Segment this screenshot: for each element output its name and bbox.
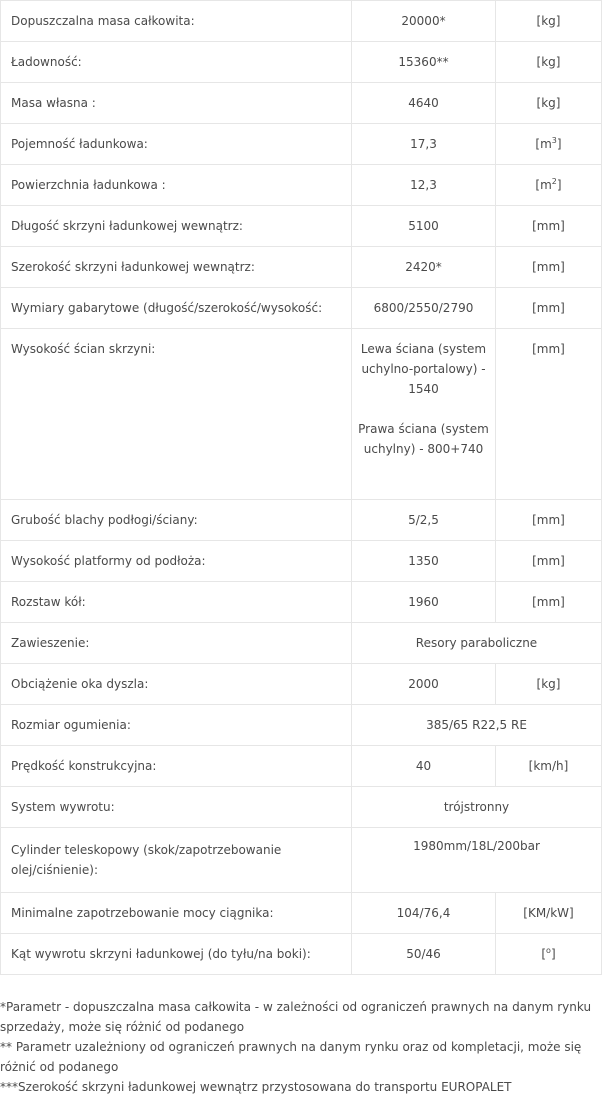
left-wall-value: Lewa ściana (system uchylno-portalowy) - 1540 [360,342,487,396]
spec-label: Długość skrzyni ładunkowej wewnątrz: [1,206,352,247]
spec-label: Kąt wywrotu skrzyni ładunkowej (do tyłu/na boki): [1,934,352,975]
spec-value: 385/65 R22,5 RE [352,705,602,746]
footnote: ***Szerokość skrzyni ładunkowej wewnątrz przystosowana do transportu EUROPALET [0,1080,512,1094]
spec-unit: [kg] [496,664,602,705]
table-row [1,787,602,828]
footnote: ** Parametr uzależniony od ograniczeń prawnych na danym rynku oraz od kompletacji, może się różnić od podanego [0,1040,582,1074]
spec-unit: [kg] [496,83,602,124]
right-wall-value: Prawa ściana (system uchylny) - 800+740 [358,422,489,456]
table-row [1,124,602,165]
table-row [1,893,602,934]
footnote: *Parametr - dopuszczalna masa całkowita - w zależności od ograniczeń prawnych na danym rynku sprzedaży, może się różnić od podanego [0,1000,592,1034]
spec-value: 20000* [352,1,496,42]
spec-value: 12,3 [352,165,496,206]
spec-value: 15360** [352,42,496,83]
spec-unit: [kg] [496,1,602,42]
spec-unit: [mm] [496,247,602,288]
spec-value: 2420* [352,247,496,288]
table-row [1,247,602,288]
spec-unit: [kg] [496,42,602,83]
spec-label: Obciążenie oka dyszla: [1,664,352,705]
spec-unit: $[m^3]$ [496,124,602,165]
spec-label: Masa własna : [1,83,352,124]
table-row [1,541,602,582]
table-row [1,329,602,500]
spec-unit: [mm] [496,500,602,541]
spec-label: Dopuszczalna masa całkowita: [1,1,352,42]
spec-value: 1960 [352,582,496,623]
spec-label: Pojemność ładunkowa: [1,124,352,165]
table-row [1,165,602,206]
spec-value: 5100 [352,206,496,247]
spec-value: 104/76,4 [352,893,496,934]
table-row [1,623,602,664]
spec-label: Wysokość ścian skrzyni: [1,329,352,500]
spec-label: Wysokość platformy od podłoża: [1,541,352,582]
spec-value: 4640 [352,83,496,124]
spec-unit: [KM/kW] [496,893,602,934]
spec-label: Rozmiar ogumienia: [1,705,352,746]
table-row [1,83,602,124]
spec-value: 50/46 [352,934,496,975]
table-row [1,1,602,42]
spec-value: 2000 [352,664,496,705]
table-row [1,206,602,247]
spec-unit: [mm] [496,541,602,582]
spec-unit: [mm] [496,329,602,500]
table-row [1,664,602,705]
spec-label: Szerokość skrzyni ładunkowej wewnątrz: [1,247,352,288]
spec-unit: $[m^2]$ [496,165,602,206]
spec-unit: [mm] [496,582,602,623]
table-row [1,288,602,329]
spec-value: trójstronny [352,787,602,828]
table-row [1,828,602,893]
table-row [1,500,602,541]
spec-value: 6800/2550/2790 [352,288,496,329]
table-row [1,582,602,623]
spec-value [352,329,496,500]
spec-label: Zawieszenie: [1,623,352,664]
table-row [1,42,602,83]
spec-unit: [mm] [496,288,602,329]
spec-label: Cylinder teleskopowy (skok/zapotrzebowanie olej/ciśnienie): [1,828,352,893]
spec-label: Grubość blachy podłogi/ściany: [1,500,352,541]
table-row [1,934,602,975]
spec-label: Wymiary gabarytowe (długość/szerokość/wysokość: [1,288,352,329]
spec-label: Ładowność: [1,42,352,83]
spec-value: 17,3 [352,124,496,165]
spec-value: 1350 [352,541,496,582]
spec-label: Rozstaw kół: [1,582,352,623]
spec-value: 1980mm/18L/200bar [352,828,602,893]
table-row [1,746,602,787]
spec-value: Resory paraboliczne [352,623,602,664]
spec-label: System wywrotu: [1,787,352,828]
spec-unit: [km/h] [496,746,602,787]
spec-label: Powierzchnia ładunkowa : [1,165,352,206]
spec-label: Minimalne zapotrzebowanie mocy ciągnika: [1,893,352,934]
spec-label: Prędkość konstrukcyjna: [1,746,352,787]
spec-value: 5/2,5 [352,500,496,541]
spec-unit: [mm] [496,206,602,247]
footnotes [0,975,609,1097]
table-row [1,705,602,746]
spec-unit: [$^o$] [496,934,602,975]
spec-value: 40 [352,746,496,787]
